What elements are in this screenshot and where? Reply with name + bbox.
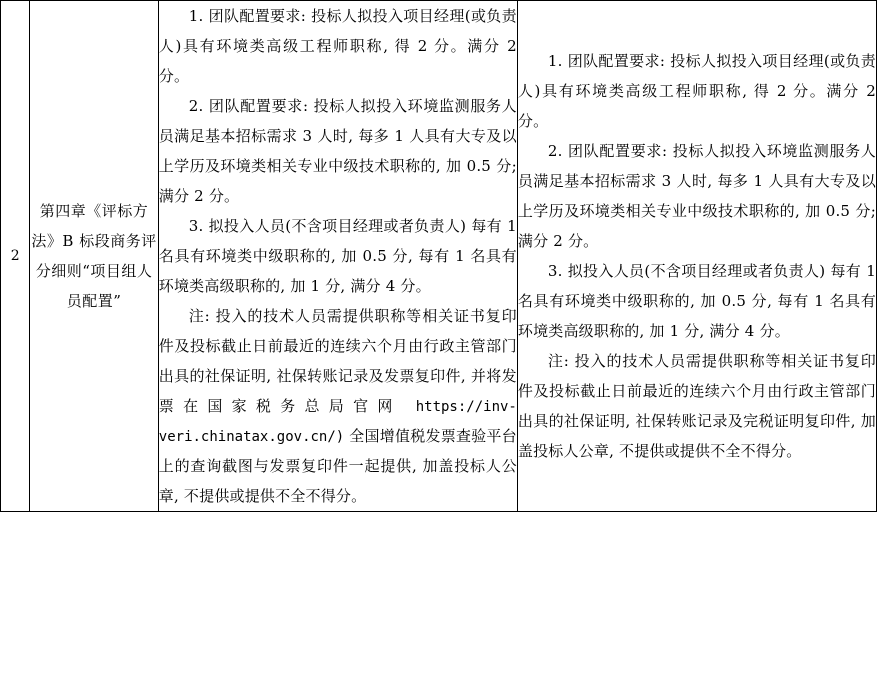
revised-paragraph-2: 2. 团队配置要求: 投标人拟投入环境监测服务人员满足基本招标需求 3 人时, 每多 1 人具有大专及以上学历及环境类相关专业中级技术职称的, 加 0.5 分; 满分 2 分。 <box>517 142 876 250</box>
original-paragraph-2: 2. 团队配置要求: 投标人拟投入环境监测服务人员满足基本招标需求 3 人时, 每多 1 人具有大专及以上学历及环境类相关专业中级技术职称的, 加 0.5 分; 满分 2 分。 <box>158 97 517 205</box>
table-row <box>1 1 877 512</box>
invoice-verification-url: https://inv-veri.chinatax.gov.cn/) <box>158 399 517 445</box>
row-index-cell <box>1 1 30 512</box>
original-paragraph-3: 3. 拟投入人员(不含项目经理或者负责人) 每有 1 名具有环境类中级职称的, 加 0.5 分, 每有 1 名具有环境类高级职称的, 加 1 分, 满分 4 分。 <box>158 217 517 295</box>
original-paragraph-note: 注: 投入的技术人员需提供职称等相关证书复印件及投标截止日前最近的连续六个月由行政主管部门出具的社保证明, 社保转账记录及发票复印件, 并将发票在国家税务总局官网 https://inv-veri.chinatax.gov.cn/) 全国增值税发票查验平台上的查询截图与发票复印件一起提供, 加盖投标人公章, 不提供或提供不全不得分。 <box>158 307 517 505</box>
original-content-cell <box>158 1 517 512</box>
revised-paragraph-1: 1. 团队配置要求: 投标人拟投入项目经理(或负责人)具有环境类高级工程师职称, 得 2 分。满分 2 分。 <box>517 52 876 130</box>
revised-content-cell <box>517 1 876 512</box>
original-paragraph-1: 1. 团队配置要求: 投标人拟投入项目经理(或负责人)具有环境类高级工程师职称, 得 2 分。满分 2 分。 <box>158 7 517 85</box>
revised-paragraph-note: 注: 投入的技术人员需提供职称等相关证书复印件及投标截止日前最近的连续六个月由行政主管部门出具的社保证明, 社保转账记录及完税证明复印件, 加盖投标人公章, 不提供或提供不全不得分。 <box>517 352 876 460</box>
clause-title: 第四章《评标方法》B 标段商务评分细则“项目组人员配置” <box>31 202 157 310</box>
revised-paragraph-3: 3. 拟投入人员(不含项目经理或者负责人) 每有 1 名具有环境类中级职称的, 加 0.5 分, 每有 1 名具有环境类高级职称的, 加 1 分, 满分 4 分。 <box>517 262 876 340</box>
row-index: 2 <box>10 248 20 264</box>
clause-title-cell <box>30 1 158 512</box>
